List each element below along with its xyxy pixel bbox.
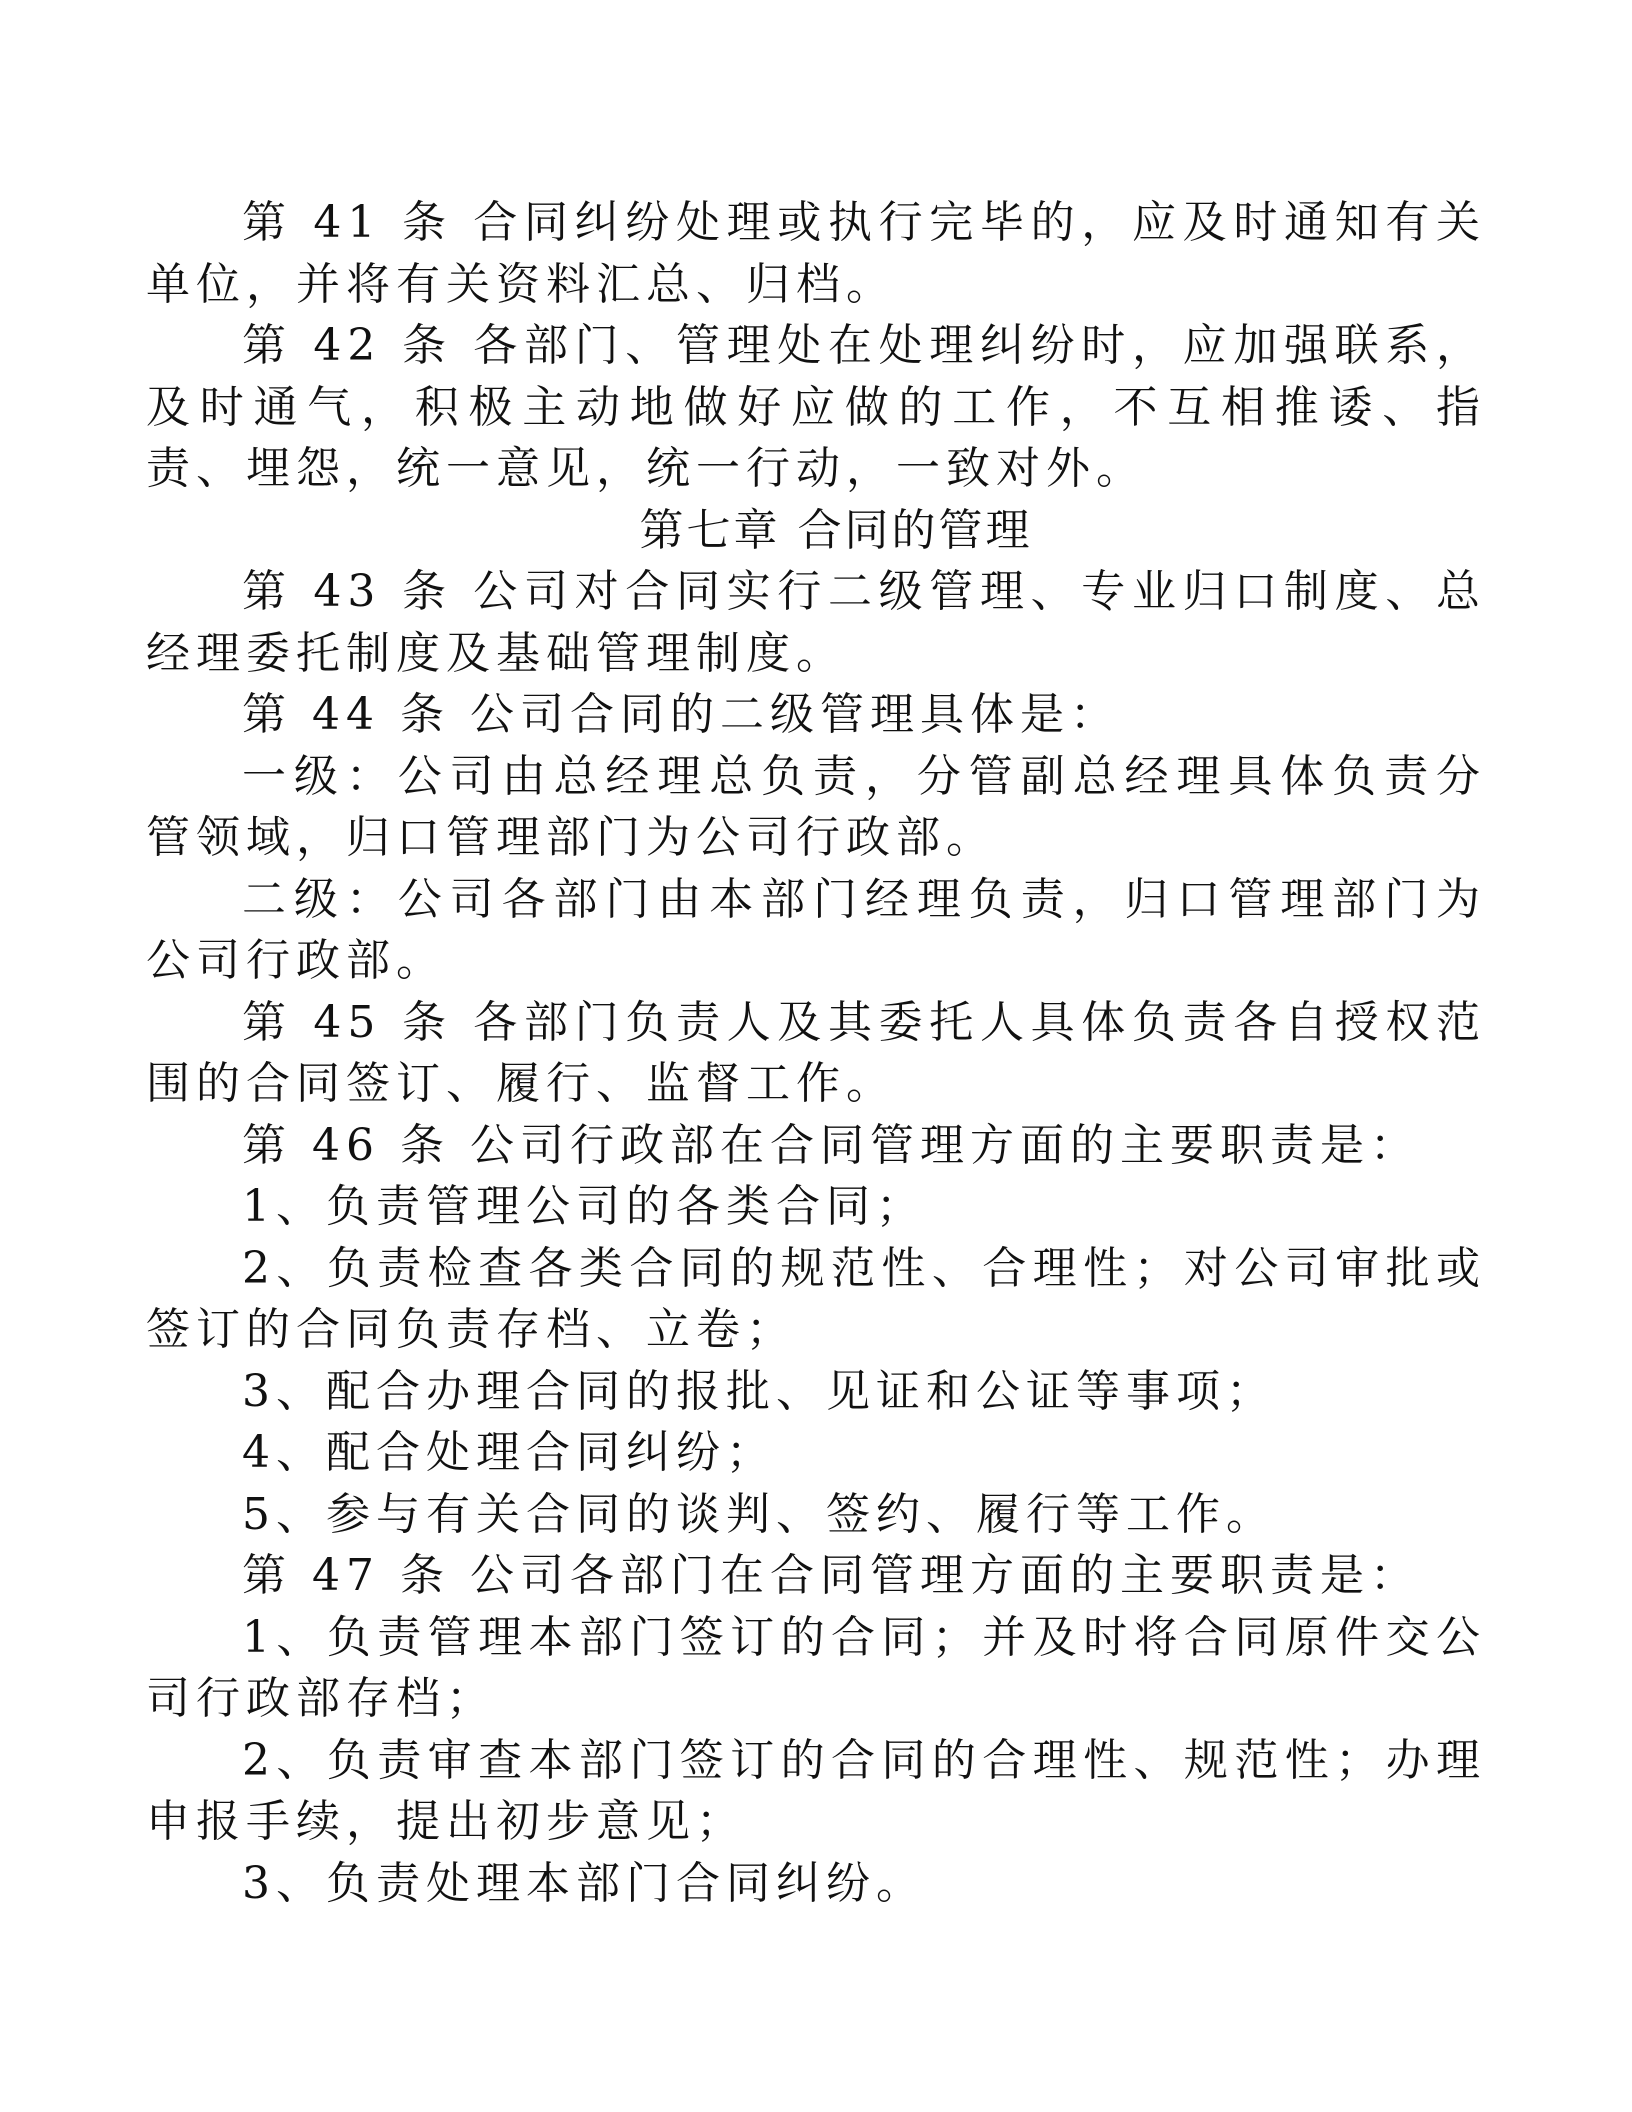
article-46: 第 46 条 公司行政部在合同管理方面的主要职责是： <box>242 1119 1420 1171</box>
article-46-item-3: 3、配合办理合同的报批、见证和公证等事项； <box>242 1365 1276 1417</box>
article-46-item-1: 1、负责管理公司的各类合同； <box>242 1181 926 1232</box>
article-47-item-1: 1、负责管理本部门签订的合同；并及时将合同原件交公司行政部存档； <box>146 1611 1486 1724</box>
document-page <box>146 192 1486 1914</box>
article-47-item-3: 3、负责处理本部门合同纠纷。 <box>242 1857 926 1909</box>
article-46-item-4: 4、配合处理合同纠纷； <box>242 1427 776 1478</box>
article-46-item-2: 2、负责检查各类合同的规范性、合理性；对公司审批或签订的合同负责存档、立卷； <box>146 1242 1486 1355</box>
article-46-item-5: 5、参与有关合同的谈判、签约、履行等工作。 <box>242 1488 1276 1540</box>
article-47: 第 47 条 公司各部门在合同管理方面的主要职责是： <box>242 1550 1420 1601</box>
article-45: 第 45 条 各部门负责人及其委托人具体负责各自授权范围的合同签订、履行、监督工作。 <box>146 996 1486 1109</box>
chapter-title: 第七章 合同的管理 <box>639 504 1033 556</box>
article-47-item-2: 2、负责审查本部门签订的合同的合理性、规范性；办理申报手续，提出初步意见； <box>146 1734 1486 1847</box>
article-42: 第 42 条 各部门、管理处在处理纠纷时，应加强联系，及时通气，积极主动地做好应做的工作，不互相推诿、指责、埋怨，统一意见，统一行动，一致对外。 <box>146 320 1486 494</box>
article-44-level-one: 一级：公司由总经理总负责，分管副总经理具体负责分管领域，归口管理部门为公司行政部。 <box>146 750 1486 863</box>
article-41: 第 41 条 合同纠纷处理或执行完毕的，应及时通知有关单位，并将有关资料汇总、归档。 <box>146 197 1486 310</box>
article-44-level-two: 二级：公司各部门由本部门经理负责，归口管理部门为公司行政部。 <box>146 873 1486 986</box>
article-43: 第 43 条 公司对合同实行二级管理、专业归口制度、总经理委托制度及基础管理制度。 <box>146 566 1486 679</box>
article-44: 第 44 条 公司合同的二级管理具体是： <box>242 689 1120 740</box>
